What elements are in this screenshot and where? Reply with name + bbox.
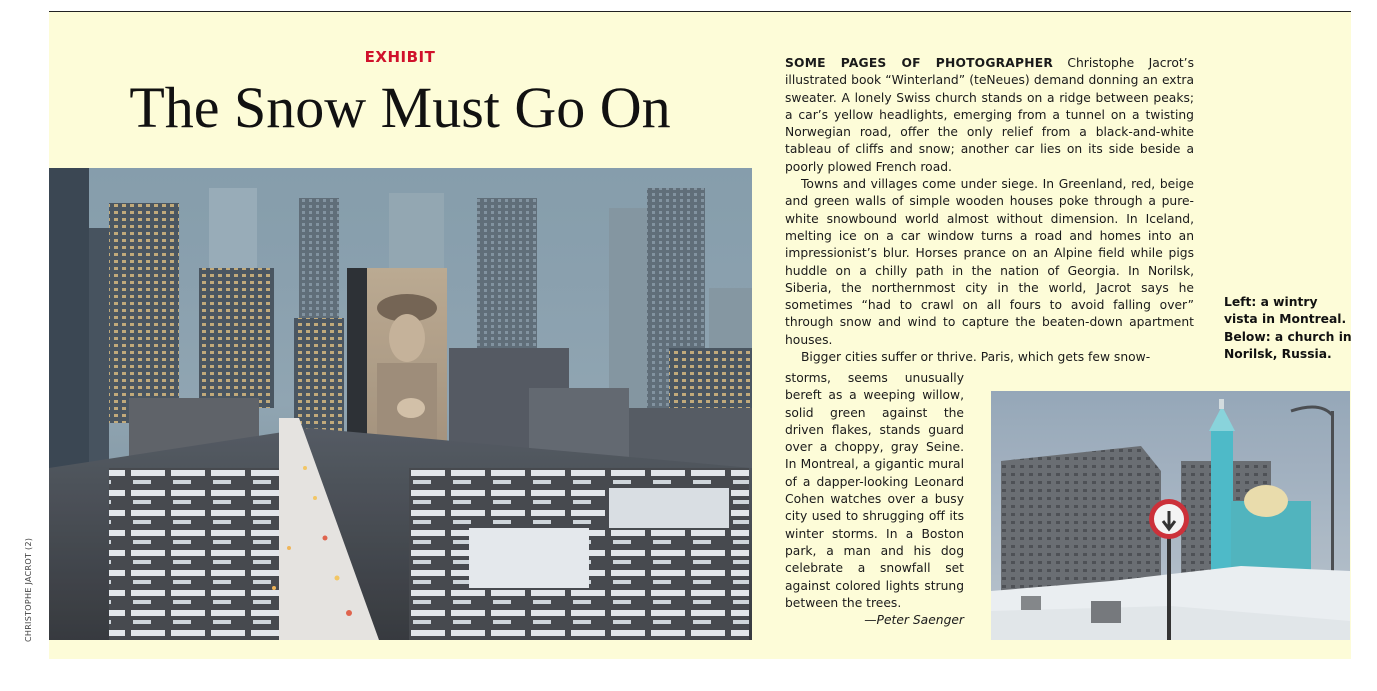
lead-in: SOME PAGES OF PHOTOGRAPHER (785, 56, 1053, 70)
article-body-top (785, 55, 1194, 366)
article-body-narrow (785, 370, 964, 629)
paragraph-3-start: Bigger cities suffer or thrive. Paris, which gets few snow- (801, 350, 1151, 365)
paragraph-3-continued: storms, seems unusually bereft as a weeping willow, solid green against the driven flakes, stands guard over a choppy, gray Seine. In Montreal, a gigantic mural of a dapper-looking Leonard Cohen watches over a busy city used to shrugging off its winter storms. In a Boston park, a man and his dog celebrate a snowfall set against colored lights strung between the trees. (785, 371, 964, 610)
photo-credit: CHRISTOPHE JACROT (2) (24, 537, 33, 642)
paragraph-1 (785, 55, 1194, 176)
montreal-photo (49, 168, 752, 640)
paragraph-1-text: Christophe Jacrot’s illustrated book “Winterland” (teNeues) demand donning an extra sweater. A lonely Swiss church stands on a ridge between peaks; a car’s yellow headlights, emerging from a tunnel on a twisting Norwegian road, offer the only relief from a black-and-white tableau of cliffs and snow; another car lies on its side beside a poorly plowed French road. (785, 56, 1194, 174)
page-title: The Snow Must Go On (129, 75, 671, 140)
section-kicker: EXHIBIT (364, 48, 436, 66)
byline: —Peter Saenger (864, 613, 964, 628)
paragraph-2: Towns and villages come under siege. In Greenland, red, beige and green walls of simple wooden houses poke through a pure-white snowbound world almost without dimension. In Iceland, melting ice on a car window turns a road and homes into an impressionist’s blur. Horses prance on an Alpine field while pigs huddle on a chilly path in the nation of Georgia. In Norilsk, Siberia, the northernmost city in the world, Jacrot says he sometimes “had to crawl on all fours to avoid falling over” through snow and wind to capture the beaten-down apartment houses. (785, 177, 1194, 347)
norilsk-photo (991, 391, 1350, 640)
photo-caption: Left: a wintry vista in Montreal. Below: a church in Norilsk, Russia. (1224, 295, 1352, 361)
